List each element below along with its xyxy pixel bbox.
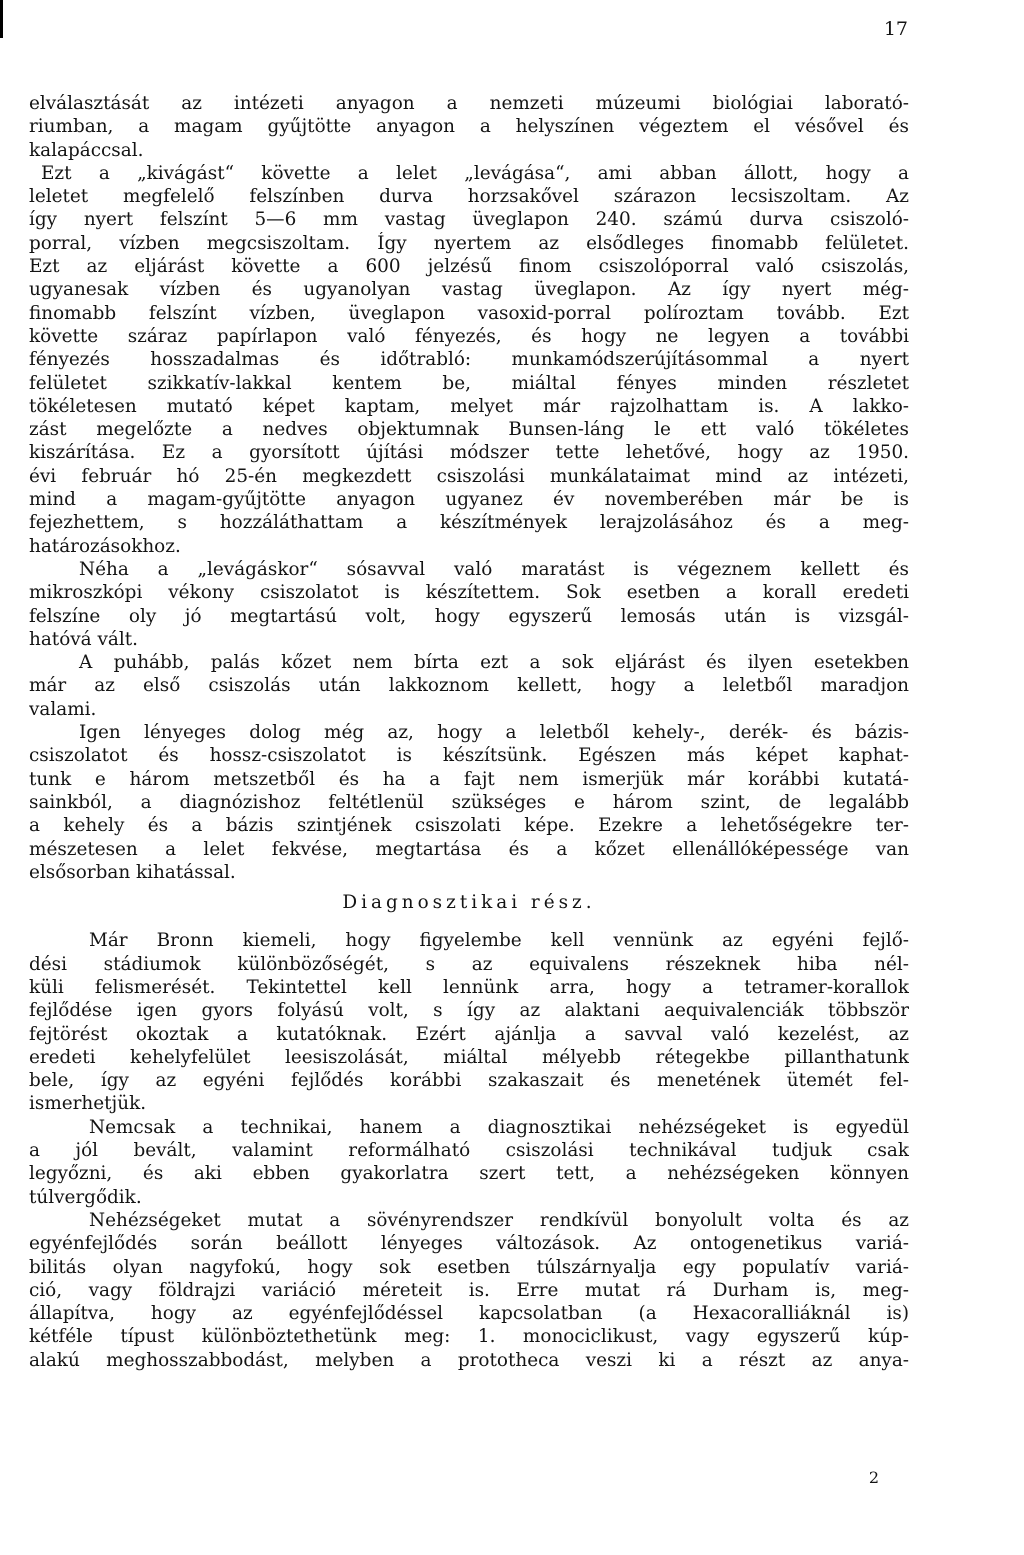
text-line: dési stádiumok különbözőségét, s az equivalens részeknek hiba nél- xyxy=(29,953,909,975)
text-line: évi február hó 25-én megkezdett csiszolási munkálataimat mind az intézeti, xyxy=(29,465,909,487)
text-line: zást megelőzte a nedves objektumnak Bunsen-láng le ett való tökéletes xyxy=(29,419,909,441)
text-line: legyőzni, és aki ebben gyakorlatra szert tett, a nehézségeken könnyen xyxy=(29,1163,909,1185)
text-line: riumban, a magam gyűjtötte anyagon a helyszínen végeztem el vésővel és xyxy=(29,116,909,138)
text-line: porral, vízben megcsiszoltam. Így nyertem az elsődleges finomabb felületet. xyxy=(29,232,909,254)
text-line: kétféle típust különböztethetünk meg: 1. monociclikust, vagy egyszerű kúp- xyxy=(29,1326,909,1348)
text-line: fényezés hosszadalmas és időtrabló: munkamódszerújításommal a nyert xyxy=(29,349,909,371)
text-line: valami. xyxy=(29,698,97,720)
text-line: tökéletesen mutató képet kaptam, melyet már rajzolhattam is. A lakko- xyxy=(29,395,909,417)
text-line: bilitás olyan nagyfokú, hogy sok esetben túlszárnyalja egy populatív variá- xyxy=(29,1256,909,1278)
text-line: határozásokhoz. xyxy=(29,535,181,557)
text-line: követte száraz papírlapon való fényezés, és hogy ne legyen a további xyxy=(29,325,909,347)
text-line: Ezt az eljárást követte a 600 jelzésű finom csiszolóporral való csiszolás, xyxy=(29,256,909,278)
text-line: elválasztását az intézeti anyagon a nemzeti múzeumi biológiai laborató- xyxy=(29,93,909,114)
text-line: kiszárítása. Ez a gyorsított újítási módszer tette lehetővé, hogy az 1950. xyxy=(29,442,909,464)
text-line: Nemcsak a technikai, hanem a diagnosztikai nehézségeket is egyedül xyxy=(89,1116,909,1138)
text-line: felületet szikkatív-lakkal kentem be, miáltal fényes minden részletet xyxy=(29,372,909,394)
text-line: küli felismerését. Tekintettel kell lennünk arra, hogy a tetramer-korallok xyxy=(29,976,909,998)
text-line: hatóvá vált. xyxy=(29,628,138,650)
signature-mark: 2 xyxy=(868,1468,880,1487)
text-line: Néha a „levágáskor“ sósavval való maratást is végeznem kellett és xyxy=(79,558,909,580)
text-line: elsősorban kihatással. xyxy=(29,861,236,883)
text-line: finomabb felszínt vízben, üveglapon vasoxid-porral políroztam tovább. Ezt xyxy=(29,302,909,324)
text-line: ció, vagy földrajzi variáció méreteit is. Erre mutat rá Durham is, meg- xyxy=(29,1279,909,1301)
text-line: egyénfejlődés során beállott lényeges változások. Az ontogenetikus variá- xyxy=(29,1233,909,1255)
text-line: bele, így az egyéni fejlődés korábbi szakaszait és menetének ütemét fel- xyxy=(29,1070,909,1092)
text-line: fejlődése igen gyors folyású volt, s így az alaktani aequivalenciák többször xyxy=(29,1000,909,1022)
text-line: Nehézségeket mutat a sövényrendszer rendkívül bonyolult volta és az xyxy=(89,1209,909,1231)
text-line: Igen lényeges dolog még az, hogy a leletből kehely-, derék- és bázis- xyxy=(79,722,909,744)
text-line: a jól bevált, valamint reformálható csiszolási technikával tudjuk csak xyxy=(29,1140,909,1162)
text-line: csiszolatot és hossz-csiszolatot is készítsünk. Egészen más képet kaphat- xyxy=(29,745,909,767)
text-line: így nyert felszínt 5—6 mm vastag üveglapon 240. számú durva csiszoló- xyxy=(29,209,909,231)
text-line: mikroszkópi vékony csiszolatot is készítettem. Sok esetben a korall eredeti xyxy=(29,582,909,604)
text-line: sainkból, a diagnózishoz feltétlenül szükséges e három szint, de legalább xyxy=(29,791,909,813)
text-line: leletet megfelelő felszínben durva horzsakővel szárazon lecsiszoltam. Az xyxy=(29,186,909,208)
page-number: 17 xyxy=(883,18,908,40)
text-line: állapítva, hogy az egyénfejlődéssel kapcsolatban (a Hexacoralliáknál is) xyxy=(29,1303,909,1325)
text-line: A puhább, palás kőzet nem bírta ezt a sok eljárást és ilyen esetekben xyxy=(79,652,909,674)
text-line: Már Bronn kiemeli, hogy figyelembe kell vennünk az egyéni fejlő- xyxy=(89,930,909,952)
text-line: ugyanesak vízben és ugyanolyan vastag üveglapon. Az így nyert még- xyxy=(29,279,909,301)
text-line: eredeti kehelyfelület leesiszolását, miáltal mélyebb rétegekbe pillanthatunk xyxy=(29,1046,909,1068)
text-line: alakú meghosszabbodást, melyben a prototheca veszi ki a részt az anya- xyxy=(29,1349,909,1371)
body-text xyxy=(29,92,909,1372)
section-heading: Diagnosztikai rész. xyxy=(342,892,596,914)
text-line: ismerhetjük. xyxy=(29,1093,147,1115)
text-line: túlvergődik. xyxy=(29,1186,142,1208)
text-line: Ezt a „kivágást“ követte a lelet „levágása“, ami abban állott, hogy a xyxy=(41,162,909,184)
text-line: fejtörést okoztak a kutatóknak. Ezért ajánlja a savval való kezelést, az xyxy=(29,1023,909,1045)
text-line: mind a magam-gyűjtötte anyagon ugyanez év novemberében már be is xyxy=(29,489,909,511)
text-line: a kehely és a bázis szintjének csiszolati képe. Ezekre a lehetőségekre ter- xyxy=(29,815,909,837)
text-line: mészetesen a lelet fekvése, megtartása és a kőzet ellenállóképessége van xyxy=(29,838,909,860)
text-line: kalapáccsal. xyxy=(29,139,144,161)
text-line: fejezhettem, s hozzáláthattam a készítmények lerajzolásához és a meg- xyxy=(29,512,909,534)
text-line: már az első csiszolás után lakkoznom kellett, hogy a leletből maradjon xyxy=(29,675,909,697)
scan-edge-mark xyxy=(0,0,3,38)
text-line: felszíne oly jó megtartású volt, hogy egyszerű lemosás után is vizsgál- xyxy=(29,605,909,627)
text-line: tunk e három metszetből és ha a fajt nem ismerjük már korábbi kutatá- xyxy=(29,768,909,790)
